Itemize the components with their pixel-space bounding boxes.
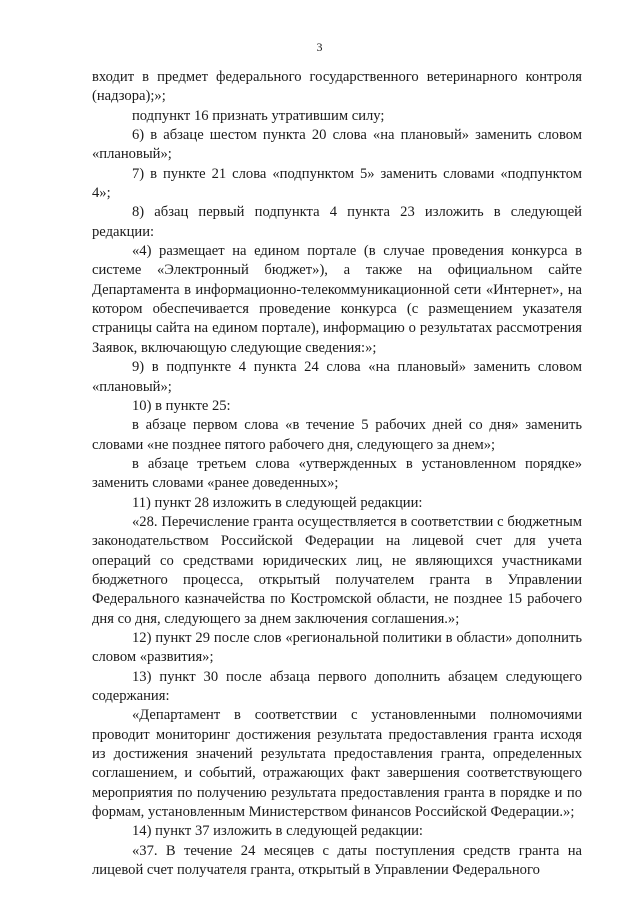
paragraph: «4) размещает на едином портале (в случае проведения конкурса в системе «Электронный бюджет»), а также на официальном сайте Департамента в информационно-телекоммуникационной сети «Интернет», на котором обеспечивается проведение конкурса (с размещением указателя страницы сайта на едином портале), информацию о результатах рассмотрения Заявок, включающую следующие сведения:»;	[92, 243, 582, 356]
paragraph: подпункт 16 признать утратившим силу;	[132, 107, 385, 124]
paragraph: 9) в подпункте 4 пункта 24 слова «на плановый» заменить словом «плановый»;	[92, 359, 582, 395]
paragraph: «28. Перечисление гранта осуществляется в соответствии с бюджетным законодательством Российской Федерации на лицевой счет для учета операций со средствами юридических лиц, не являющихся участниками бюджетного процесса, открытый получателем гранта в Управлении Федерального казначейства по Костромской области, не позднее 15 рабочего дня со дня, следующего за днем заключения соглашения.»;	[92, 513, 582, 627]
paragraph: 6) в абзаце шестом пункта 20 слова «на плановый» заменить словом «плановый»;	[92, 127, 582, 163]
paragraph: в абзаце первом слова «в течение 5 рабочих дней со дня» заменить словами «не позднее пятого рабочего дня, следующего за днем»;	[92, 417, 582, 453]
paragraph: 14) пункт 37 изложить в следующей редакции:	[132, 823, 423, 840]
paragraph: 8) абзац первый подпункта 4 пункта 23 изложить в следующей редакции:	[92, 204, 582, 240]
paragraph: «Департамент в соответствии с установленными полномочиями проводит мониторинг достижения результата предоставления гранта исходя из достижения значений результата предоставления гранта, определенных соглашением, и событий, отражающих факт завершения соответствующего мероприятия по получению результата предоставления гранта в порядке и по формам, установленным Министерством финансов Российской Федерации.»;	[92, 707, 582, 821]
paragraph: 13) пункт 30 после абзаца первого дополнить абзацем следующего содержания:	[92, 668, 582, 704]
paragraph: «37. В течение 24 месяцев с даты поступления средств гранта на лицевой счет получателя гранта, открытый в Управлении Федерального	[92, 842, 582, 879]
paragraph: 7) в пункте 21 слова «подпунктом 5» заменить словами «подпунктом 4»;	[92, 165, 582, 202]
paragraph: 10) в пункте 25:	[132, 397, 231, 414]
paragraph: входит в предмет федерального государственного ветеринарного контроля (надзора);»;	[92, 69, 582, 105]
page-number: 3	[316, 40, 323, 54]
paragraph: 12) пункт 29 после слов «региональной политики в области» дополнить словом «развития»;	[92, 629, 582, 666]
paragraph: 11) пункт 28 изложить в следующей редакции:	[132, 494, 423, 511]
document-body	[92, 68, 582, 880]
paragraph: в абзаце третьем слова «утвержденных в установленном порядке» заменить словами «ранее доведенных»;	[92, 455, 582, 492]
